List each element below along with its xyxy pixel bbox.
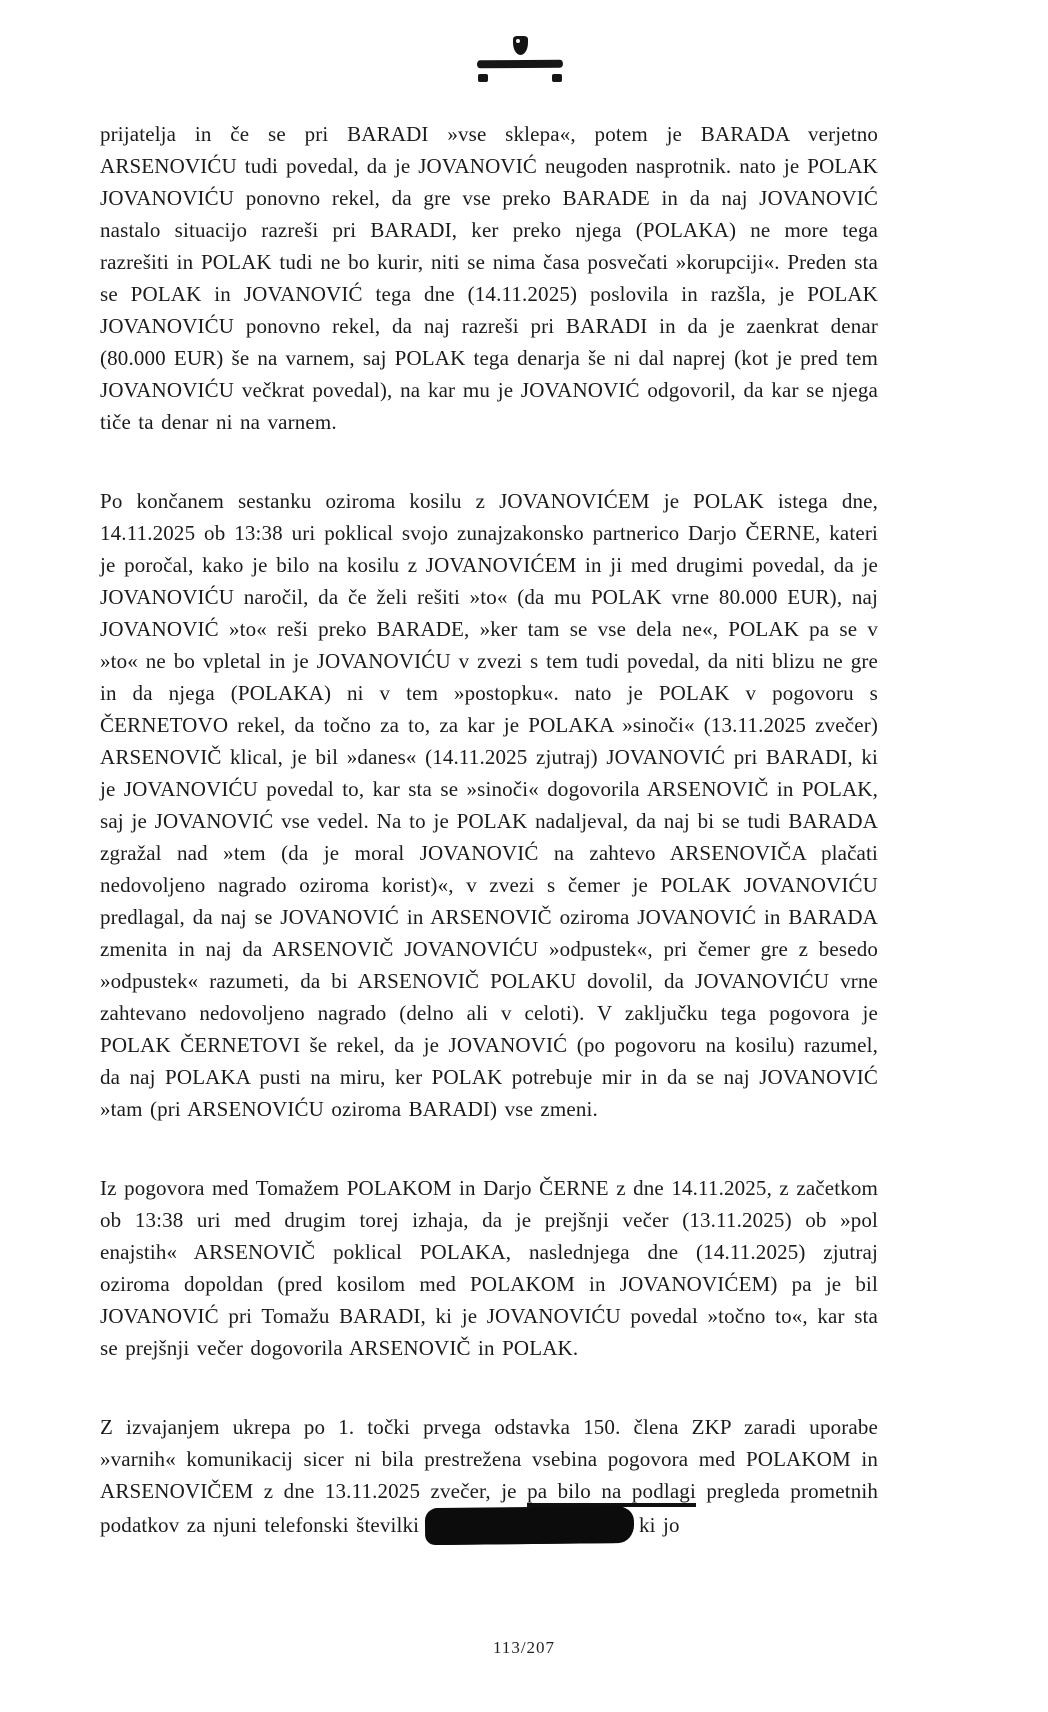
page-number: 113/207: [492, 1638, 556, 1657]
paragraph-4: [100, 1411, 878, 1543]
paragraph-2: Po končanem sestanku oziroma kosilu z JOVANOVIĆEM je POLAK istega dne, 14.11.2025 ob 13:38 uri poklical svojo zunajzakonsko partnerico Darjo ČERNE, kateri je poročal, kako je bilo na kosilu z JOVANOVIĆEM in ji med drugimi povedal, da je JOVANOVIĆU naročil, da če želi rešiti »to« (da mu POLAK vrne 80.000 EUR), naj JOVANOVIĆ »to« reši preko BARADE, »ker tam se vse dela ne«, POLAK pa se v »to« ne bo vpletal in je JOVANOVIĆU v zvezi s tem tudi povedal, da niti blizu ne gre in da njega (POLAKA) ni v tem »postopku«. nato je POLAK v pogovoru s ČERNETOVO rekel, da točno za to, za kar je POLAKA »sinoči« (13.11.2025 zvečer) ARSENOVIČ klical, je bil »danes« (14.11.2025 zjutraj) JOVANOVIĆ pri BARADI, ki je JOVANOVIĆU povedal to, kar sta se »sinoči« dogovorila ARSENOVIČ in POLAK, saj je JOVANOVIĆ vse vedel. Na to je POLAK nadaljeval, da naj bi se tudi BARADA zgražal nad »tem (da je moral JOVANOVIĆ na zahtevo ARSENOVIČA plačati nedovoljeno nagrado oziroma korist)«, v zvezi s čemer je POLAK JOVANOVIĆU predlagal, da naj se JOVANOVIĆ in ARSENOVIČ oziroma JOVANOVIĆ in BARADA zmenita in naj da ARSENOVIČ JOVANOVIĆU »odpustek«, pri čemer gre z besedo »odpustek« razumeti, da bi ARSENOVIČ POLAKU dovolil, da JOVANOVIĆU vrne zahtevano nedovoljeno nagrado (delno ali v celoti). V zaključku tega pogovora je POLAK ČERNETOVI še rekel, da je JOVANOVIĆ (po pogovoru na kosilu) razumel, da naj POLAKA pusti na miru, ker POLAK potrebuje mir in da se naj JOVANOVIĆ »tam (pri ARSENOVIĆU oziroma BARADI) vse zmeni.: [100, 489, 878, 1121]
paragraph-4-text-middle: pregleda prometnih podatkov za njuni telefonski številki: [100, 1479, 878, 1537]
letterhead-dot-left: [478, 74, 488, 82]
shield-icon: [513, 36, 528, 55]
letterhead-stamp: [477, 36, 563, 82]
paragraph-4-text-end: ki jo: [631, 1513, 680, 1537]
redaction-bar: [426, 1506, 631, 1544]
paragraph-4-underlined-text: pa bilo na podlagi: [527, 1479, 696, 1507]
redacted-letterhead-line: [477, 60, 563, 69]
document-body: [100, 118, 878, 1543]
letterhead-dot-right: [552, 74, 562, 82]
paragraph-1: prijatelja in če se pri BARADI »vse sklepa«, potem je BARADA verjetno ARSENOVIĆU tudi povedal, da je JOVANOVIĆ neugoden nasprotnik. nato je POLAK JOVANOVIĆU ponovno rekel, da gre vse preko BARADE in da naj JOVANOVIĆ nastalo situacijo razreši pri BARADI, ker preko njega (POLAKA) ne more tega razrešiti in POLAK tudi ne bo kurir, niti se nima časa posvečati »korupciji«. Preden sta se POLAK in JOVANOVIĆ tega dne (14.11.2025) poslovila in razšla, je POLAK JOVANOVIĆU ponovno rekel, da naj razreši pri BARADI in da je zaenkrat denar (80.000 EUR) še na varnem, saj POLAK tega denarja še ni dal naprej (kot je pred tem JOVANOVIĆU večkrat povedal), na kar mu je JOVANOVIĆ odgovoril, da kar se njega tiče ta denar ni na varnem.: [100, 122, 878, 434]
paragraph-4-text-start: Z izvajanjem ukrepa po 1. točki prvega odstavka 150. člena ZKP zaradi uporabe »varnih« komunikacij sicer ni bila prestrežena vsebina pogovora med POLAKOM in ARSENOVIČEM z dne 13.11.2025 zvečer, je: [100, 1415, 878, 1503]
paragraph-3: Iz pogovora med Tomažem POLAKOM in Darjo ČERNE z dne 14.11.2025, z začetkom ob 13:38 uri med drugim torej izhaja, da je prejšnji večer (13.11.2025) ob »pol enajstih« ARSENOVIČ poklical POLAKA, naslednjega dne (14.11.2025) zjutraj oziroma dopoldan (pred kosilom med POLAKOM in JOVANOVIĆEM) pa je bil JOVANOVIĆ pri Tomažu BARADI, ki je JOVANOVIĆU povedal »točno to«, kar sta se prejšnji večer dogovorila ARSENOVIČ in POLAK.: [100, 1176, 878, 1360]
letterhead-dots: [477, 74, 563, 82]
